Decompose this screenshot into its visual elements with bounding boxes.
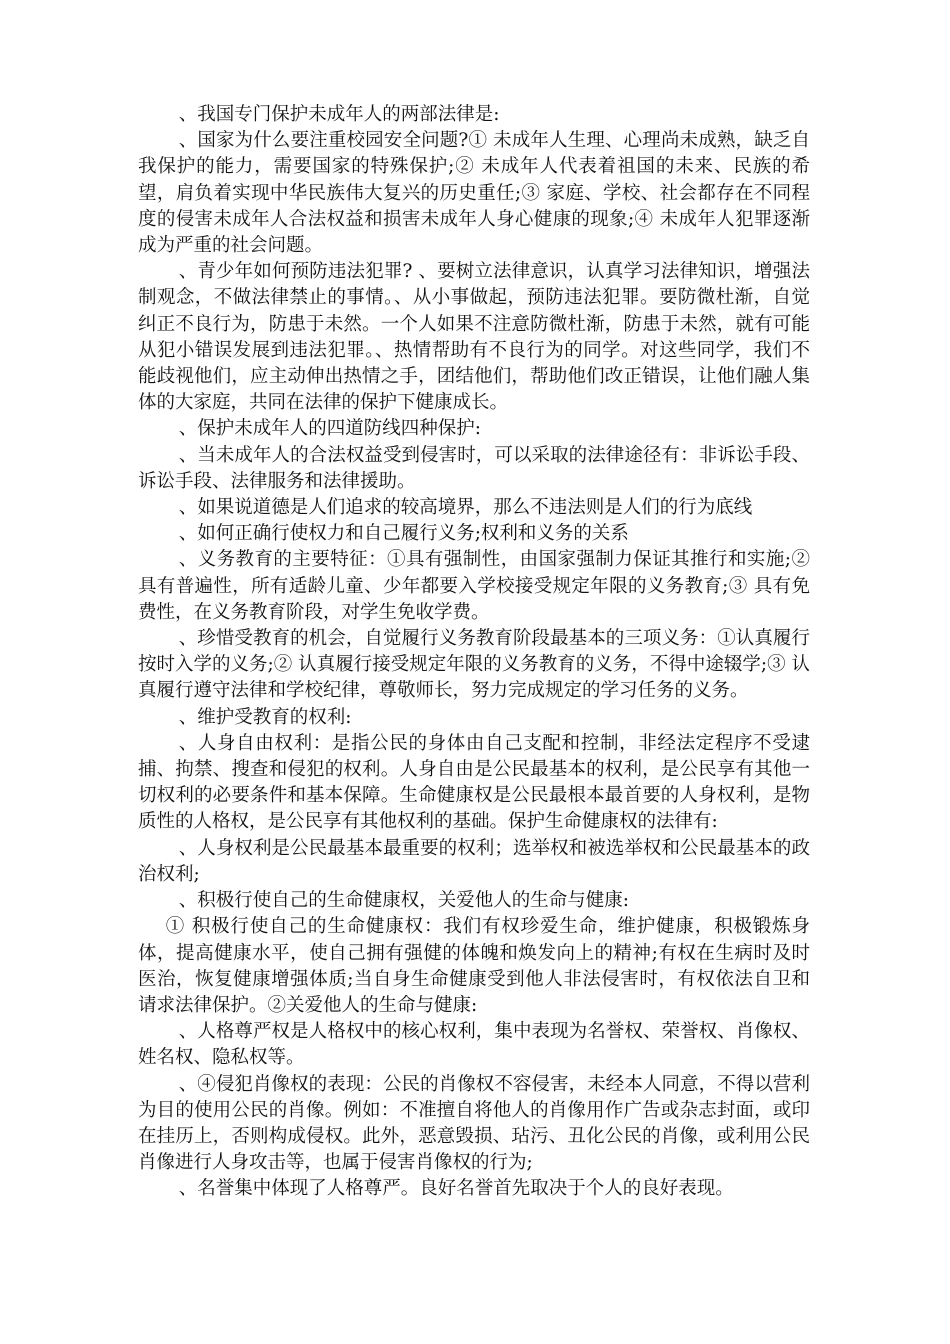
paragraph-dignity-right: 、人格尊严权是人格权中的核心权利，集中表现为名誉权、荣誉权、肖像权、姓名权、隐私权等。: [138, 1021, 810, 1069]
paragraph-compulsory-education-features: 、义务教育的主要特征：①具有强制性，由国家强制力保证其推行和实施;② 具有普遍性，所有适龄儿童、少年都要入学校接受规定年限的义务教育;③ 具有免费性，在义务教育阶段，对学生免收学费。: [138, 549, 810, 623]
document-body: [138, 102, 810, 1203]
paragraph-education-rights: 、维护受教育的权利:: [178, 706, 352, 728]
paragraph-personal-rights: 、人身权利是公民最基本最重要的权利；选举权和被选举权和公民最基本的政治权利;: [138, 837, 810, 885]
paragraph-exercise-health-right: ① 积极行使自己的生命健康权：我们有权珍爱生命，维护健康，积极锻炼身体，提高健康水平，使自己拥有强健的体魄和焕发向上的精神;有权在生病时及时医治，恢复健康增强体质;当自身生命健康受到他人非法侵害时，有权依法自卫和请求法律保护。②关爱他人的生命与健康:: [138, 916, 810, 1016]
paragraph-personal-freedom: 、人身自由权利：是指公民的身体由自己支配和控制，非经法定程序不受逮捕、拘禁、搜查和侵犯的权利。人身自由是公民最基本的权利，是公民享有其他一切权利的必要条件和基本保障。生命健康权是公民最根本最首要的人身权利，是物质性的人格权，是公民享有其他权利的基础。保护生命健康权的法律有:: [138, 732, 810, 833]
paragraph-rights-duties: 、如何正确行使权力和自己履行义务;权利和义务的关系: [178, 523, 629, 545]
paragraph-minor-protection-laws: 、我国专门保护未成年人的两部法律是:: [178, 104, 500, 125]
paragraph-morality-law: 、如果说道德是人们追求的较高境界，那么不违法则是人们的行为底线: [178, 497, 753, 519]
paragraph-portrait-right: 、④侵犯肖像权的表现：公民的肖像权不容侵害，未经本人同意，不得以营利为目的使用公民的肖像。例如：不准擅自将他人的肖像用作广告或杂志封面，或印在挂历上，否则构成侵权。此外，恶意毁损、玷污、丑化公民的肖像，或利用公民肖像进行人身攻击等，也属于侵害肖像权的行为;: [138, 1073, 810, 1174]
paragraph-reputation: 、名誉集中体现了人格尊严。良好名誉首先取决于个人的良好表现。: [178, 1178, 734, 1200]
paragraph-education-duties: 、珍惜受教育的机会，自觉履行义务教育阶段最基本的三项义务：①认真履行按时入学的义务;② 认真履行接受规定年限的义务教育的义务，不得中途辍学;③ 认真履行遵守法律和学校纪律，尊敬师长，努力完成规定的学习任务的义务。: [138, 628, 810, 702]
paragraph-life-health-right: 、积极行使自己的生命健康权，关爱他人的生命与健康:: [178, 890, 629, 912]
paragraph-prevent-crime: 、青少年如何预防违法犯罪? 、要树立法律意识，认真学习法律知识，增强法制观念，不做法律禁止的事情。、从小事做起，预防违法犯罪。要防微杜渐，自觉纠正不良行为，防患于未然。一个人如果不注意防微杜渐，防患于未然，就有可能从犯小错误发展到违法犯罪。、热情帮助有不良行为的同学。对这些同学，我们不能歧视他们，应主动伸出热情之手，团结他们，帮助他们改正错误，让他们融人集体的大家庭，共同在法律的保护下健康成长。: [138, 261, 810, 414]
paragraph-campus-safety: 、国家为什么要注重校园安全问题?① 未成年人生理、心理尚未成熟，缺乏自我保护的能力，需要国家的特殊保护;② 未成年人代表着祖国的未来、民族的希望，肩负着实现中华民族伟大复兴的历史重任;③ 家庭、学校、社会都存在不同程度的侵害未成年人合法权益和损害未成年人身心健康的现象;④ 未成年人犯罪逐渐成为严重的社会问题。: [138, 130, 810, 257]
paragraph-four-protections: 、保护未成年人的四道防线四种保护:: [178, 418, 481, 440]
paragraph-legal-remedies: 、当未成年人的合法权益受到侵害时，可以采取的法律途径有：非诉讼手段、诉讼手段、法律服务和法律援助。: [138, 444, 810, 492]
